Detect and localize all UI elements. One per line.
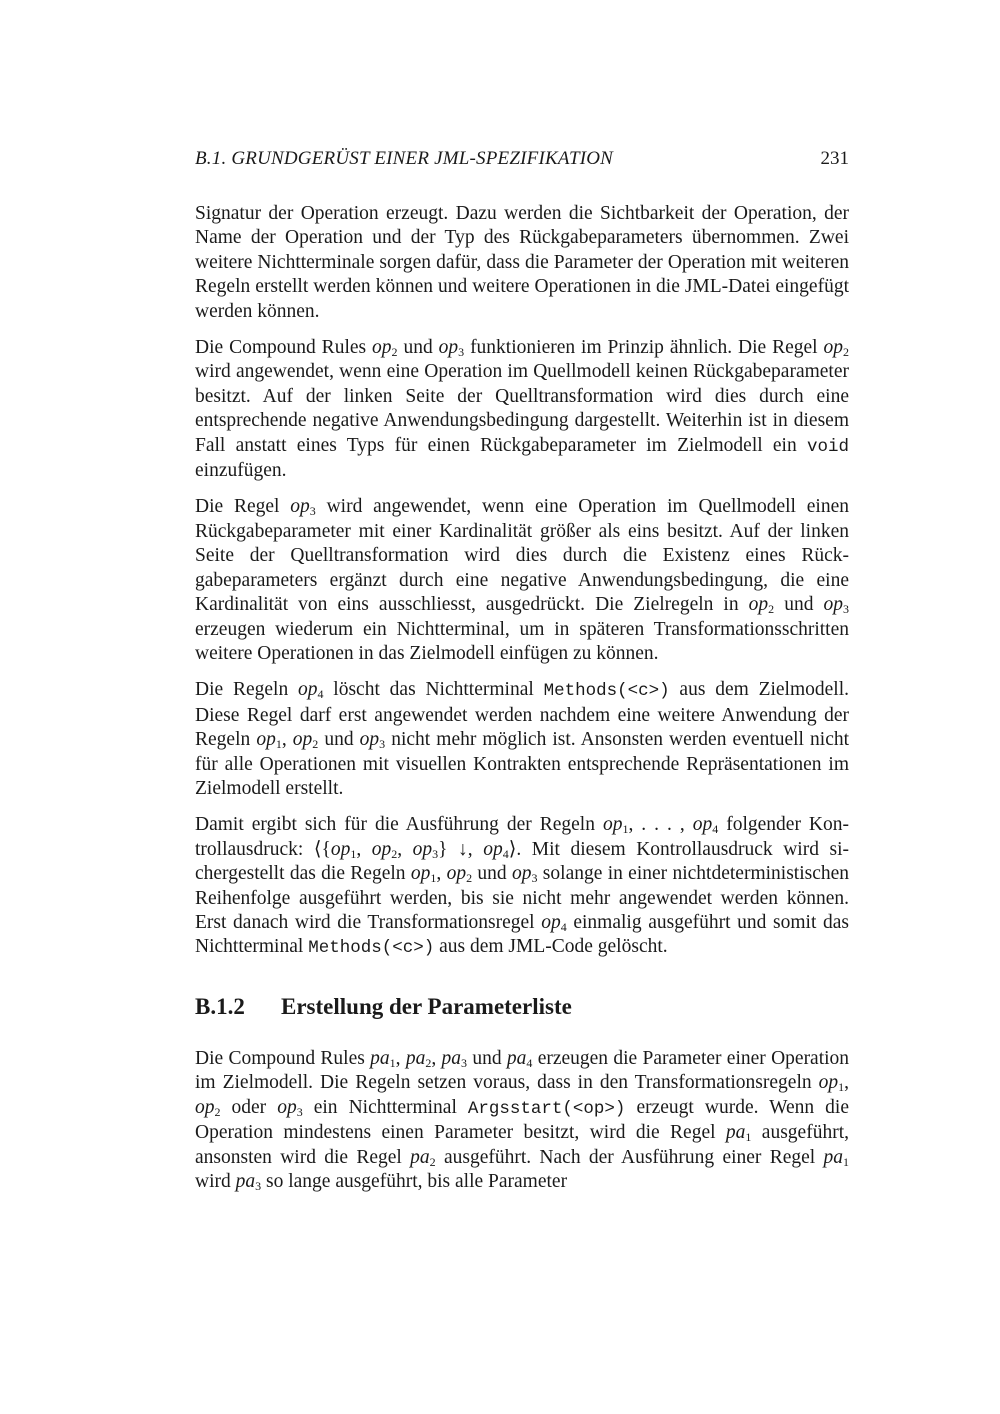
text-run: aus dem JML-Code gelöscht. [434, 936, 668, 958]
math-op4: $op_4$ [298, 679, 324, 702]
text-run: Damit ergibt sich für die Ausführung der Regeln [195, 814, 603, 836]
math-op1: $op_1$ [330, 838, 357, 861]
text-run: ein Nichtterminal [302, 1096, 468, 1118]
text-run: , [431, 1048, 442, 1069]
math-op2: $op_2$ [372, 337, 398, 360]
text-run: , [844, 1072, 849, 1094]
math-op2: $op_2$ [371, 838, 398, 861]
code-argsstart: Argsstart(<op>) [467, 1098, 626, 1119]
section-body [195, 1047, 849, 1206]
math-pa1: $pa_1$ [725, 1122, 752, 1145]
text-run: , [397, 838, 413, 860]
math-op2: $op_2$ [446, 863, 473, 886]
math-op4: $op_4$ [541, 911, 567, 934]
text-run: Die Compound Rules [195, 1048, 371, 1069]
text-run: löscht das Nichtterminal [323, 679, 544, 701]
math-pa2: $pa_2$ [405, 1048, 432, 1070]
text-run: wird angewendet, wenn eine Operation im Quellmodell einen Rückgabeparameter mit einer Kardinalität größer als eins besitzt. Auf der linken Seite der Quelltransformation wird dies durch die Existenz eines Rückgabeparameters ergänzt durch eine negative Anwendungsbedingung, die eine Kardinalität von eins ausschliesst, ausgedrückt. Die Zielregeln in [195, 496, 849, 616]
text-run: einmalig ausgeführt und somit das Nichtterminal [195, 911, 850, 958]
math-op4: $op_4$ [483, 838, 509, 861]
page-number: 231 [820, 148, 849, 169]
math-op3: $op_3$ [277, 1096, 303, 1119]
text-run: und [467, 1048, 507, 1069]
section-heading [195, 994, 849, 1020]
math-op2: $op_2$ [823, 337, 850, 360]
text-run: so lange ausgeführt, bis alle Parameter [261, 1171, 568, 1193]
text-run: und [397, 337, 439, 359]
math-pa2: $pa_2$ [410, 1146, 436, 1169]
text-run: Signatur der Operation erzeugt. Dazu werden die Sichtbarkeit der Operation, der Name der Operation und der Typ des Rückgabeparameters übernommen. Zwei weitere Nichtterminale sorgen dafür, dass die Parameter der Operation mit weiteren Regeln erstellt werden können und weitere Operationen in die JML-Datei eingefügt werden können. [195, 203, 849, 322]
math-pa3: $pa_3$ [441, 1048, 468, 1070]
math-op3: $op_3$ [412, 838, 439, 861]
text-run: erzeugen die Parameter einer Operation im Zielmodell. Die Regeln setzen voraus, dass in den Transformationsregeln [195, 1048, 850, 1094]
code-void: void [806, 436, 849, 457]
text-run: Die Compound Rules [195, 337, 373, 359]
text-run: und [774, 594, 824, 616]
text-run: und [318, 729, 360, 751]
text-run: erzeugt wurde. Wenn die Operation mindestens einen Parameter besitzt, wird die Regel [195, 1096, 849, 1144]
section-number: B.1.2 [195, 994, 245, 1019]
paragraph-1 [195, 202, 849, 324]
math-op1: $op_1$ [410, 863, 437, 886]
math-pa4: $pa_4$ [506, 1048, 533, 1070]
running-title: B.1. GRUNDGERÜST EINER JML-SPEZIFIKATION [195, 148, 614, 169]
math-op3: $op_3$ [438, 337, 465, 360]
text-run: ⟩. Mit diesem Kontrollausdruck wird sichergestellt das die Regeln [195, 838, 850, 885]
math-op1: $op_1$ [818, 1072, 845, 1095]
text-run: und [472, 863, 512, 885]
code-methods: Methods(<c>) [308, 938, 435, 959]
text-run: , . . . , [628, 814, 693, 836]
math-op1: $op_1$ [602, 814, 629, 837]
text-run: ausgeführt. Nach der Ausführung einer Regel [435, 1146, 824, 1168]
math-op3: $op_3$ [511, 863, 538, 886]
running-header [195, 148, 849, 170]
text-run: , [395, 1048, 406, 1069]
math-op2: $op_2$ [748, 594, 775, 617]
text-run: funktionieren im Prinzip ähnlich. Die Regel [464, 337, 824, 359]
text-run: folgender Kontrollausdruck: ⟨{ [195, 814, 849, 860]
math-op3: $op_3$ [290, 496, 316, 519]
text-run: , [281, 729, 293, 751]
paragraph-3 [195, 495, 849, 666]
text-run: einzufügen. [195, 460, 287, 482]
math-op2: $op_2$ [195, 1096, 221, 1119]
text-run: ausgeführt, ansonsten wird die Regel [195, 1122, 849, 1168]
paragraph-6 [195, 1047, 849, 1194]
text-run: solange in einer nichtdeterministischen Reihenfolge ausgeführt werden, bis sie nicht mehr angewendet werden können. Erst danach wird die Transformationsregel [195, 863, 850, 933]
text-run: wird [195, 1171, 236, 1193]
text-run: erzeugen wiederum ein Nichtterminal, um in späteren Transformationsschritten weitere Operationen in das Zielmodell einfügen zu können. [195, 618, 849, 664]
paragraph-4 [195, 678, 849, 801]
text-run: Die Regeln [195, 679, 298, 701]
text-run: oder [220, 1096, 278, 1118]
math-op3: $op_3$ [359, 729, 386, 752]
text-run: } ↓, [438, 838, 484, 860]
body-text [195, 202, 849, 973]
paragraph-2 [195, 336, 849, 483]
text-run: Die Regel [195, 496, 291, 518]
paragraph-5 [195, 813, 849, 960]
code-methods: Methods(<c>) [543, 681, 670, 702]
math-pa1: $pa_1$ [823, 1146, 849, 1169]
text-run: aus dem Zielmodell. Diese Regel darf erst angewendet werden nachdem eine weitere Anwendung der Regeln [195, 679, 850, 751]
text-run: nicht mehr möglich ist. Ansonsten werden eventuell nicht für alle Operationen mit visuellen Kontrakten entsprechende Repräsentationen im Zielmodell erstellt. [195, 729, 850, 799]
section-title: Erstellung der Parameterliste [281, 994, 572, 1019]
math-op2: $op_2$ [292, 729, 319, 752]
text-run: , [436, 863, 447, 885]
math-op4: $op_4$ [692, 814, 719, 837]
math-pa1: $pa_1$ [370, 1048, 396, 1070]
math-op1: $op_1$ [256, 729, 282, 752]
math-op3: $op_3$ [823, 594, 849, 617]
text-run: wird angewendet, wenn eine Operation im Quellmodell keinen Rückgabeparameter besitzt. Auf der linken Seite der Quelltransformation wird dies durch eine entsprechende negative Anwendungsbedingung dargestellt. Weiterhin ist in diesem Fall anstatt eines Typs für einen Rückgabeparameter im Zielmodell ein [195, 361, 849, 456]
math-pa3: $pa_3$ [235, 1171, 262, 1194]
text-run: , [356, 838, 372, 860]
